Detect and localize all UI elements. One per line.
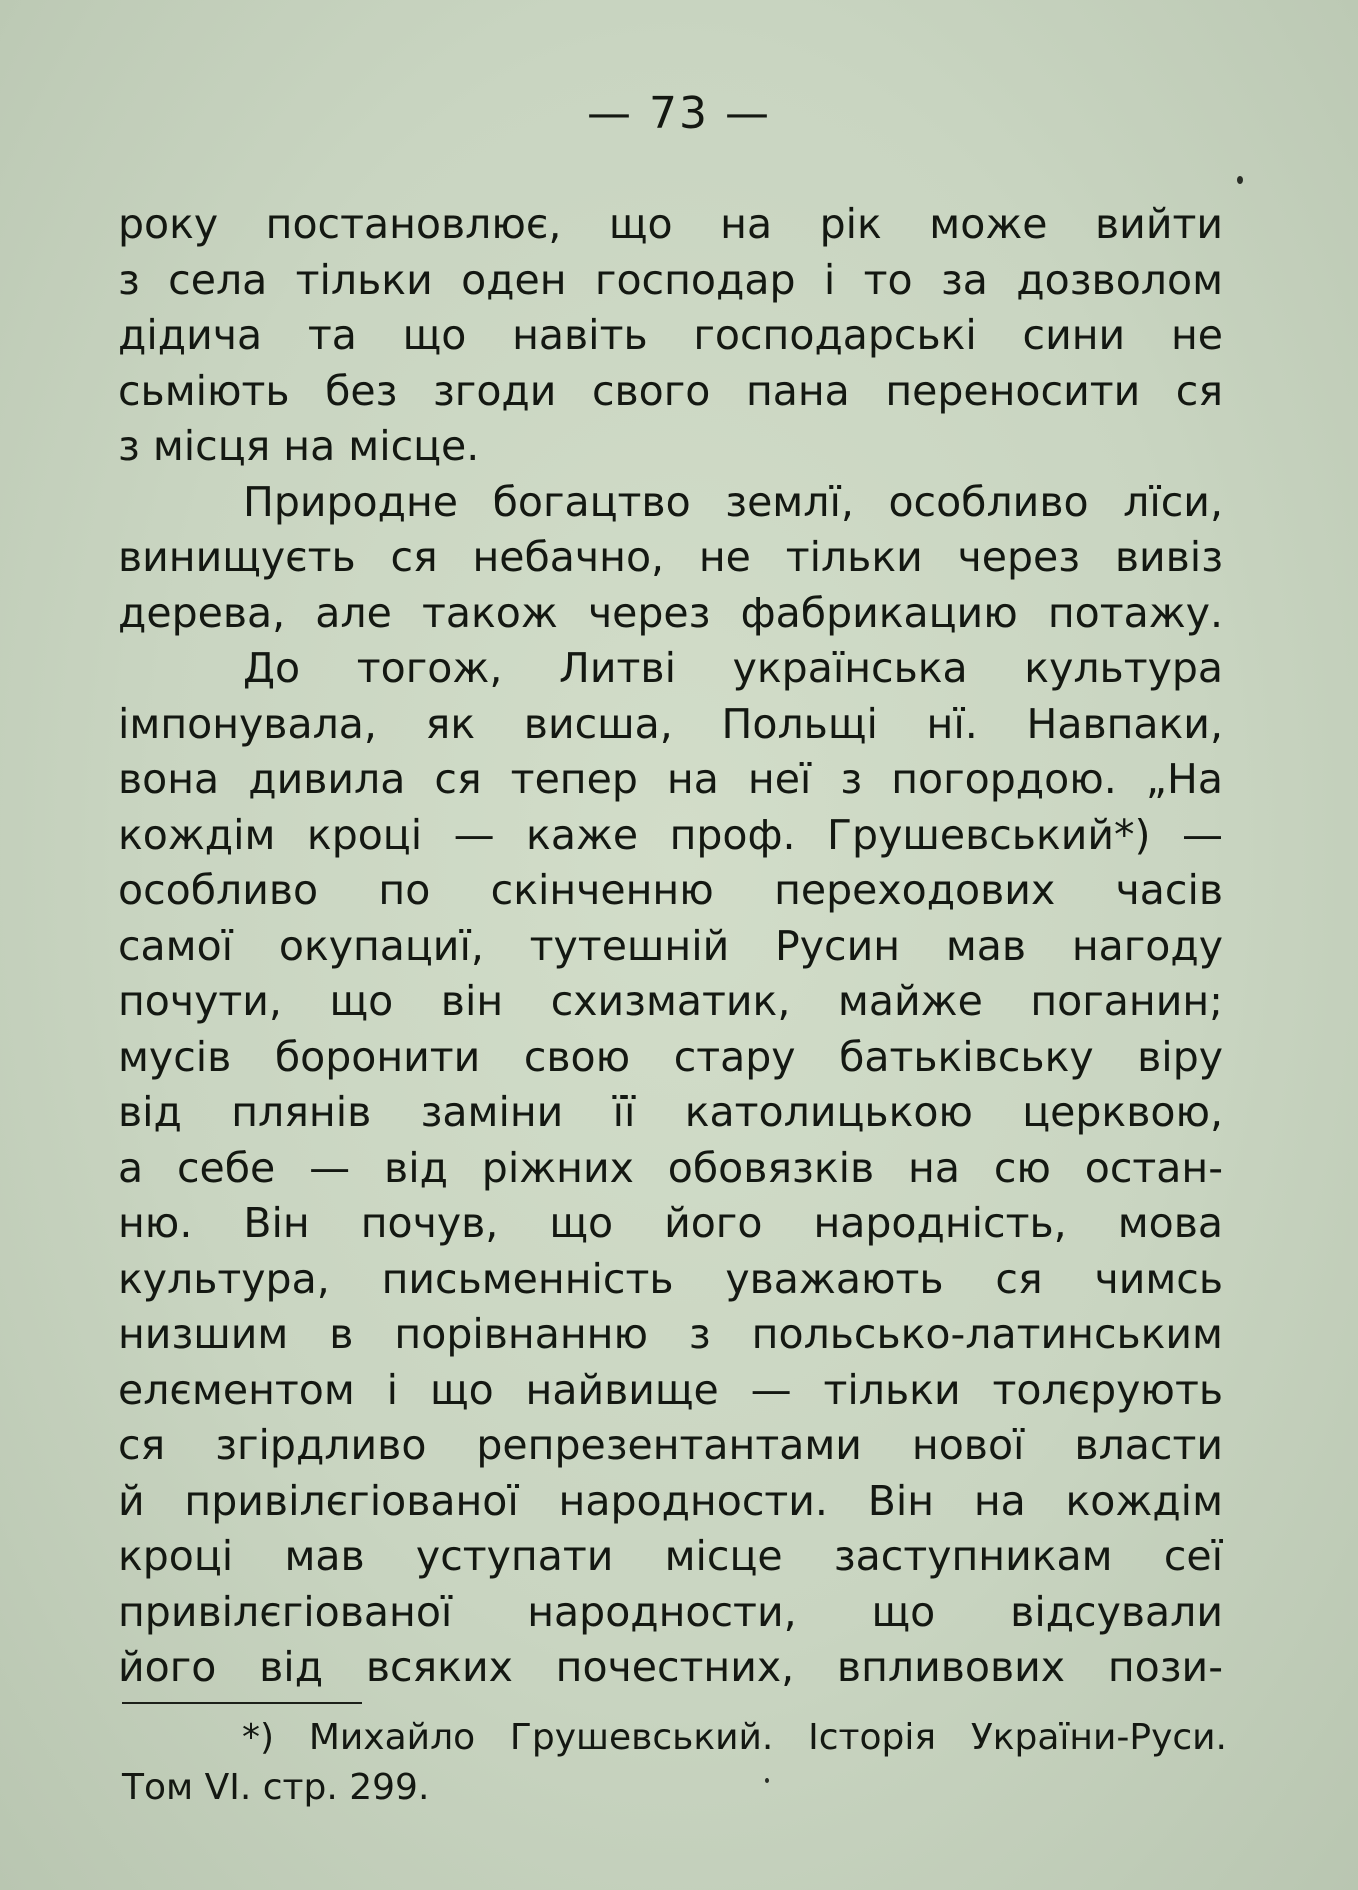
text-line: ню. Він почув, що його народність, мова (118, 1199, 1223, 1247)
footnote-rule (122, 1702, 362, 1704)
ink-speck (765, 1778, 769, 1783)
text-line: мусів боронити свою стару батьківську віру (118, 1032, 1223, 1081)
footnote-line: *) Михайло Грушевський. Історія України-Руси. (242, 1717, 1227, 1758)
text-line: з села тільки оден господар і то за дозволом (118, 255, 1223, 304)
text-line: й привілєгіованої народности. Він на кождім (118, 1476, 1223, 1525)
text-line: елєментом і що найвище — тільки толєрують (118, 1365, 1223, 1414)
text-line: винищуєть ся небачно, не тільки через вивіз (118, 533, 1223, 581)
text-line: почути, що він схизматик, майже поганин; (118, 977, 1223, 1025)
text-line: культура, письменність уважають ся чимсь (118, 1254, 1223, 1303)
text-line: вона дивила ся тепер на неї з погордою. „На (118, 755, 1223, 803)
text-line: дерева, але також через фабрикацию потажу. (118, 588, 1223, 637)
text-line: До тогож, Литві українська культура (243, 644, 1223, 692)
text-line: ся згірдливо репрезентантами нової власти (118, 1421, 1223, 1469)
text-line: його від всяких почестних, впливових пози- (118, 1643, 1223, 1691)
text-line: з місця на місце. (118, 422, 480, 470)
text-line: дідича та що навіть господарські сини не (118, 311, 1223, 359)
page-number: — 73 — (587, 88, 771, 139)
text-line: особливо по скінченню переходових часів (118, 866, 1223, 914)
text-line: кроці мав уступати місце заступникам сеї (118, 1532, 1223, 1580)
ink-speck (1237, 176, 1243, 184)
text-line: імпонувала, як висша, Польщі нї. Навпаки, (118, 699, 1223, 748)
text-line: привілєгіованої народности, що відсували (118, 1587, 1223, 1636)
text-line: самої окупациї, тутешній Русин мав нагоду (118, 921, 1223, 970)
text-line: а себе — від ріжних обовязків на сю остан- (118, 1143, 1223, 1192)
footnote (122, 1713, 1227, 1813)
text-line: від плянів заміни її католицькою церквою, (118, 1088, 1223, 1136)
text-line: Природне богацтво землї, особливо лїси, (243, 477, 1223, 526)
body-text (118, 197, 1223, 1696)
text-line: кождім кроці — каже проф. Грушевський*) — (118, 810, 1223, 859)
text-line: року постановлює, що на рік може вийти (118, 200, 1223, 248)
text-line: низшим в порівнанню з польсько-латинським (118, 1310, 1223, 1358)
text-line: сьміють без згоди свого пана переносити ся (118, 366, 1223, 415)
footnote-line: Том VI. стр. 299. (122, 1767, 430, 1808)
